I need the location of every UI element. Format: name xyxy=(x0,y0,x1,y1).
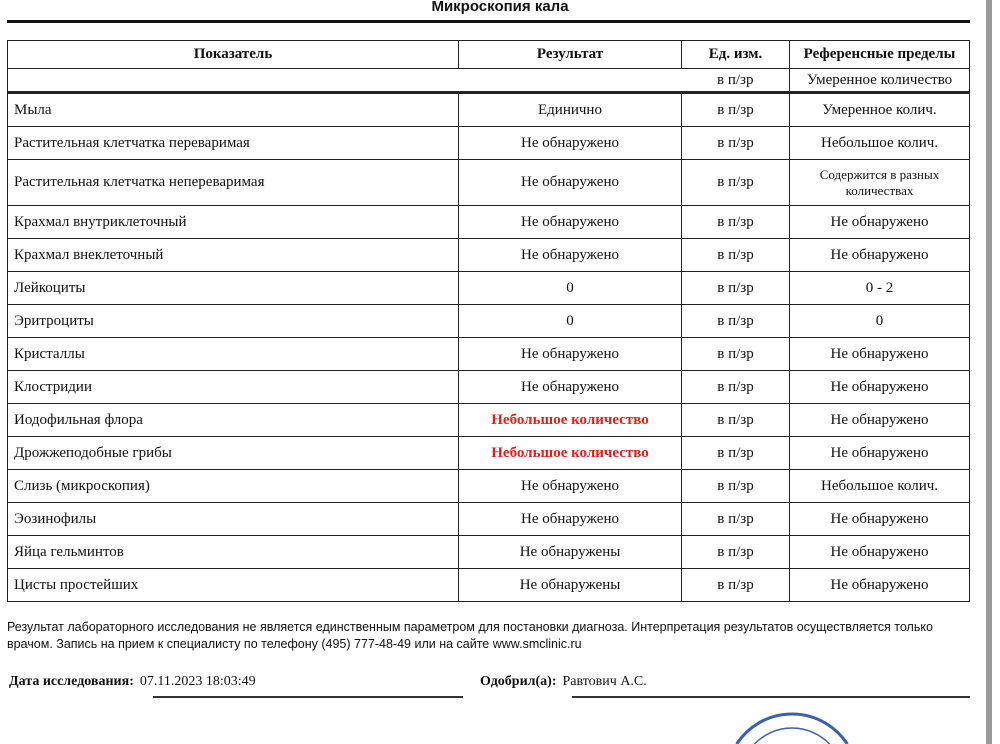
result-value: Небольшое количество xyxy=(459,404,682,437)
table-row xyxy=(8,536,970,569)
result-value: Не обнаружены xyxy=(459,569,682,602)
indicator-name: Цисты простейших xyxy=(8,569,459,602)
reference-value: Не обнаружено xyxy=(790,338,970,371)
unit-value: в п/зр xyxy=(682,503,790,536)
subheader-unit: в п/зр xyxy=(682,69,790,93)
approved-line xyxy=(572,696,970,698)
reference-value: 0 - 2 xyxy=(790,272,970,305)
table-row xyxy=(8,239,970,272)
indicator-name: Крахмал внутриклеточный xyxy=(8,206,459,239)
table-row xyxy=(8,160,970,206)
indicator-name: Эозинофилы xyxy=(8,503,459,536)
unit-value: в п/зр xyxy=(682,239,790,272)
date-line xyxy=(153,696,463,698)
result-value: Не обнаружено xyxy=(459,127,682,160)
indicator-name: Растительная клетчатка непереваримая xyxy=(8,160,459,206)
unit-value: в п/зр xyxy=(682,371,790,404)
reference-value: Небольшое колич. xyxy=(790,127,970,160)
table-row xyxy=(8,93,970,127)
result-value: Небольшое количество xyxy=(459,437,682,470)
reference-value: Не обнаружено xyxy=(790,569,970,602)
col-reference: Референсные пределы xyxy=(790,41,970,69)
reference-value: Не обнаружено xyxy=(790,371,970,404)
indicator-name: Растительная клетчатка переваримая xyxy=(8,127,459,160)
unit-value: в п/зр xyxy=(682,338,790,371)
result-value: Не обнаружены xyxy=(459,536,682,569)
page-title: Микроскопия кала xyxy=(431,0,569,15)
unit-value: в п/зр xyxy=(682,404,790,437)
subheader-ref: Умеренное количество xyxy=(790,69,970,93)
result-value: Единично xyxy=(459,93,682,127)
unit-value: в п/зр xyxy=(682,536,790,569)
reference-value: Не обнаружено xyxy=(790,437,970,470)
reference-value: Не обнаружено xyxy=(790,239,970,272)
table-row xyxy=(8,305,970,338)
disclaimer-note: Результат лабораторного исследования не является единственным параметром для постановки диагноза. Интерпретация результатов осуществляется только врачом. Запись на прием к специалисту по телефону (495) 777-48-49 или на сайте www.smclinic.ru xyxy=(7,620,933,651)
table-row xyxy=(8,437,970,470)
reference-value: Умеренное колич. xyxy=(790,93,970,127)
unit-value: в п/зр xyxy=(682,160,790,206)
stamp-inner-ring xyxy=(755,728,830,744)
result-value: Не обнаружено xyxy=(459,206,682,239)
results-table xyxy=(7,40,970,602)
unit-value: в п/зр xyxy=(682,93,790,127)
table-row xyxy=(8,127,970,160)
result-value: 0 xyxy=(459,272,682,305)
unit-value: в п/зр xyxy=(682,206,790,239)
approved-value: Равтович А.С. xyxy=(562,674,647,689)
table-row xyxy=(8,503,970,536)
approved-label: Одобрил(а): xyxy=(480,674,557,689)
approved-by xyxy=(480,674,647,690)
result-value: Не обнаружено xyxy=(459,239,682,272)
reference-value: Содержится в разных количествах xyxy=(790,160,970,206)
indicator-name: Иодофильная флора xyxy=(8,404,459,437)
subheader-empty xyxy=(8,69,682,93)
table-row xyxy=(8,404,970,437)
result-value: Не обнаружено xyxy=(459,338,682,371)
unit-value: в п/зр xyxy=(682,437,790,470)
table-row xyxy=(8,206,970,239)
indicator-name: Кристаллы xyxy=(8,338,459,371)
result-value: Не обнаружено xyxy=(459,470,682,503)
reference-value: Не обнаружено xyxy=(790,503,970,536)
unit-value: в п/зр xyxy=(682,305,790,338)
table-row xyxy=(8,272,970,305)
result-value: 0 xyxy=(459,305,682,338)
study-date xyxy=(9,674,256,690)
table-row xyxy=(8,569,970,602)
table-row xyxy=(8,338,970,371)
result-value: Не обнаружено xyxy=(459,503,682,536)
scrollbar[interactable] xyxy=(986,0,992,744)
date-value: 07.11.2023 18:03:49 xyxy=(139,674,256,689)
indicator-name: Эритроциты xyxy=(8,305,459,338)
table-header xyxy=(8,41,970,69)
reference-value: Не обнаружено xyxy=(790,536,970,569)
reference-value: Небольшое колич. xyxy=(790,470,970,503)
col-unit: Ед. изм. xyxy=(682,41,790,69)
unit-value: в п/зр xyxy=(682,470,790,503)
stamp-outer-ring xyxy=(737,714,848,744)
col-result: Результат xyxy=(459,41,682,69)
unit-value: в п/зр xyxy=(682,272,790,305)
unit-value: в п/зр xyxy=(682,569,790,602)
indicator-name: Слизь (микроскопия) xyxy=(8,470,459,503)
title-rule xyxy=(7,20,970,23)
indicator-name: Крахмал внеклеточный xyxy=(8,239,459,272)
subheader-row xyxy=(8,69,970,93)
col-indicator: Показатель xyxy=(8,41,459,69)
result-value: Не обнаружено xyxy=(459,160,682,206)
lab-stamp xyxy=(722,708,862,744)
indicator-name: Лейкоциты xyxy=(8,272,459,305)
reference-value: Не обнаружено xyxy=(790,206,970,239)
reference-value: 0 xyxy=(790,305,970,338)
indicator-name: Мыла xyxy=(8,93,459,127)
reference-value: Не обнаружено xyxy=(790,404,970,437)
result-value: Не обнаружено xyxy=(459,371,682,404)
table-row xyxy=(8,470,970,503)
indicator-name: Дрожжеподобные грибы xyxy=(8,437,459,470)
indicator-name: Яйца гельминтов xyxy=(8,536,459,569)
indicator-name: Клостридии xyxy=(8,371,459,404)
table-row xyxy=(8,371,970,404)
unit-value: в п/зр xyxy=(682,127,790,160)
date-label: Дата исследования: xyxy=(9,674,134,689)
